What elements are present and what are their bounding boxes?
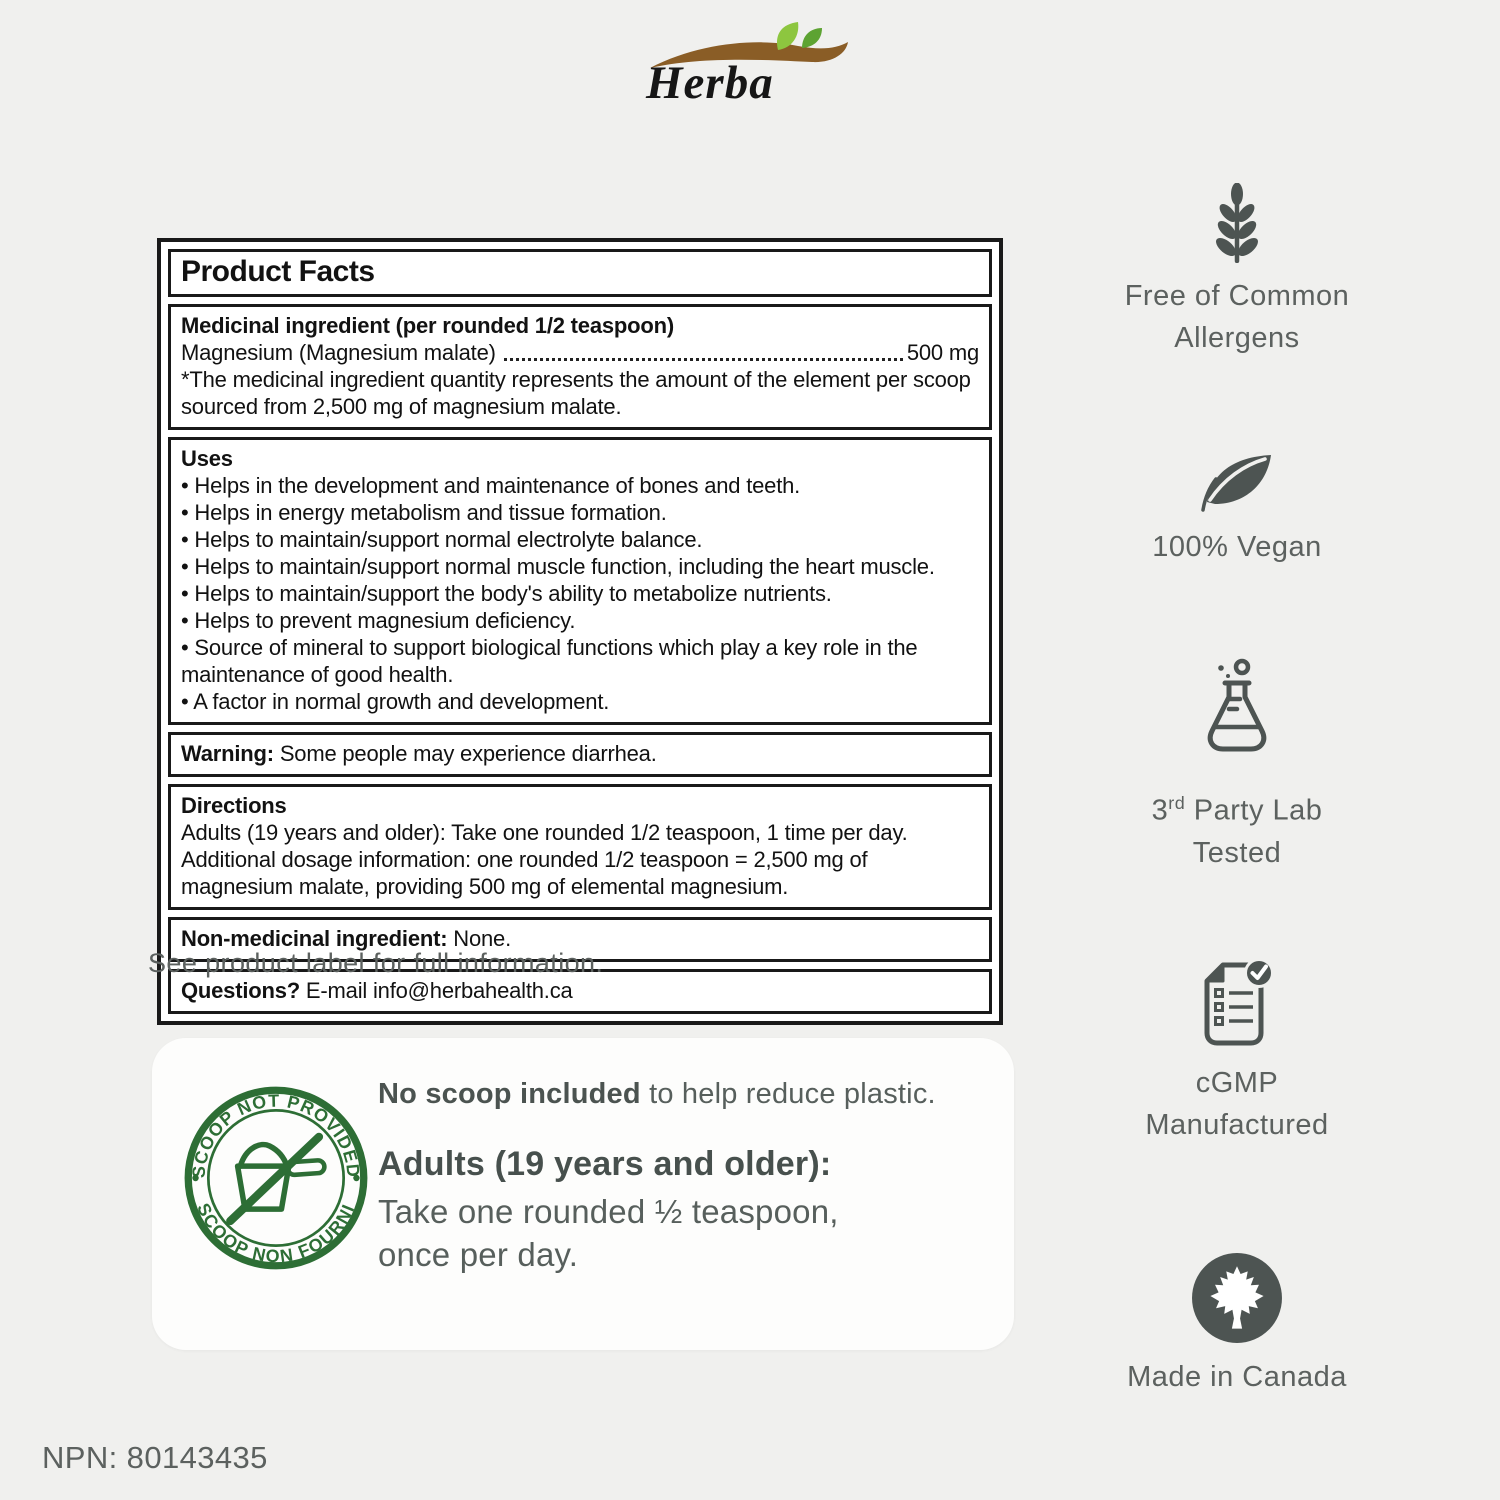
brand-name: Herba [646,57,774,109]
scoop-info-card [152,1038,1014,1350]
clipboard-check-icon [1195,956,1279,1050]
directions-line: Adults (19 years and older): Take one rounded 1/2 teaspoon, 1 time per day. [181,820,908,845]
warning-text: Some people may experience diarrhea. [273,741,657,766]
no-scoop-line [378,1078,988,1111]
uses-bullet: • Helps to maintain/support the body's ability to metabolize nutrients. [181,581,832,606]
ingredient-name: Magnesium (Magnesium malate) [181,340,496,365]
non-medicinal-text: None. [447,926,511,951]
scoop-card-text [378,1078,988,1276]
badge-label: cGMP Manufactured [1145,1067,1329,1141]
npn-number: NPN: 80143435 [42,1440,268,1475]
ingredient-row [181,339,979,366]
warning-label: Warning: [181,741,274,766]
non-medicinal-label: Non-medicinal ingredient: [181,926,448,951]
adults-heading: Adults (19 years and older): [378,1145,832,1183]
medicinal-heading: Medicinal ingredient (per rounded 1/2 teaspoon) [181,313,674,338]
dosage-line-1: Take one rounded ½ teaspoon, [378,1193,839,1230]
seal-bottom-text: SCOOP NON FOURNI [193,1200,359,1267]
badge-lab-tested [1047,648,1427,874]
uses-bullet: • A factor in normal growth and development. [181,689,610,714]
uses-bullet: • Helps in the development and maintenance of bones and teeth. [181,473,801,498]
leaf-icon [1197,448,1277,514]
uses-section [168,437,992,725]
dotted-leader [504,358,903,361]
ingredient-amount: 500 mg [906,340,979,365]
no-scoop-rest: to help reduce plastic. [640,1078,936,1110]
lab-flask-icon [1195,648,1279,770]
see-label-note: See product label for full information. [148,948,604,978]
uses-bullet: • Helps in energy metabolism and tissue formation. [181,500,667,525]
directions-heading: Directions [181,793,287,818]
no-scoop-bold: No scoop included [378,1078,641,1110]
uses-bullet: • Helps to maintain/support normal muscle function, including the heart muscle. [181,554,935,579]
directions-line: Additional dosage information: one rounded 1/2 teaspoon = 2,500 mg of magnesium malate, providing 500 mg of elemental magnesium. [181,847,868,899]
crossed-scoop-icon [230,1137,325,1221]
uses-bullet: • Source of mineral to support biological functions which play a key role in the maintenance of good health. [181,635,918,687]
medicinal-note: *The medicinal ingredient quantity represents the amount of the element per scoop sourced from 2,500 mg of magnesium malate. [181,367,971,419]
badge-vegan [1047,448,1427,568]
uses-bullet: • Helps to prevent magnesium deficiency. [181,608,576,633]
uses-bullet: • Helps to maintain/support normal electrolyte balance. [181,527,703,552]
questions-label: Questions? [181,978,301,1003]
badge-made-in-canada [1047,1252,1427,1398]
badge-free-of-allergens [1047,183,1427,359]
uses-heading: Uses [181,446,233,471]
product-facts-panel [157,238,1003,1025]
badge-cgmp [1047,956,1427,1146]
scoop-not-provided-seal [180,1082,372,1274]
questions-email: E-mail info@herbahealth.ca [300,978,573,1003]
wheat-icon [1207,183,1267,263]
dosage-line-2: once per day. [378,1236,579,1273]
directions-section [168,784,992,910]
badge-label: 100% Vegan [1152,531,1322,563]
badge-label: Free of Common Allergens [1124,280,1350,354]
seal-top-text: SCOOP NOT PROVIDED [188,1090,364,1179]
badge-label: 3rd Party Lab Tested [1151,793,1323,869]
maple-leaf-icon [1191,1252,1283,1344]
badge-label: Made in Canada [1127,1361,1347,1393]
warning-section [168,732,992,777]
medicinal-ingredient-section [168,304,992,430]
product-facts-title: Product Facts [168,249,992,297]
brand-logo [640,22,870,110]
